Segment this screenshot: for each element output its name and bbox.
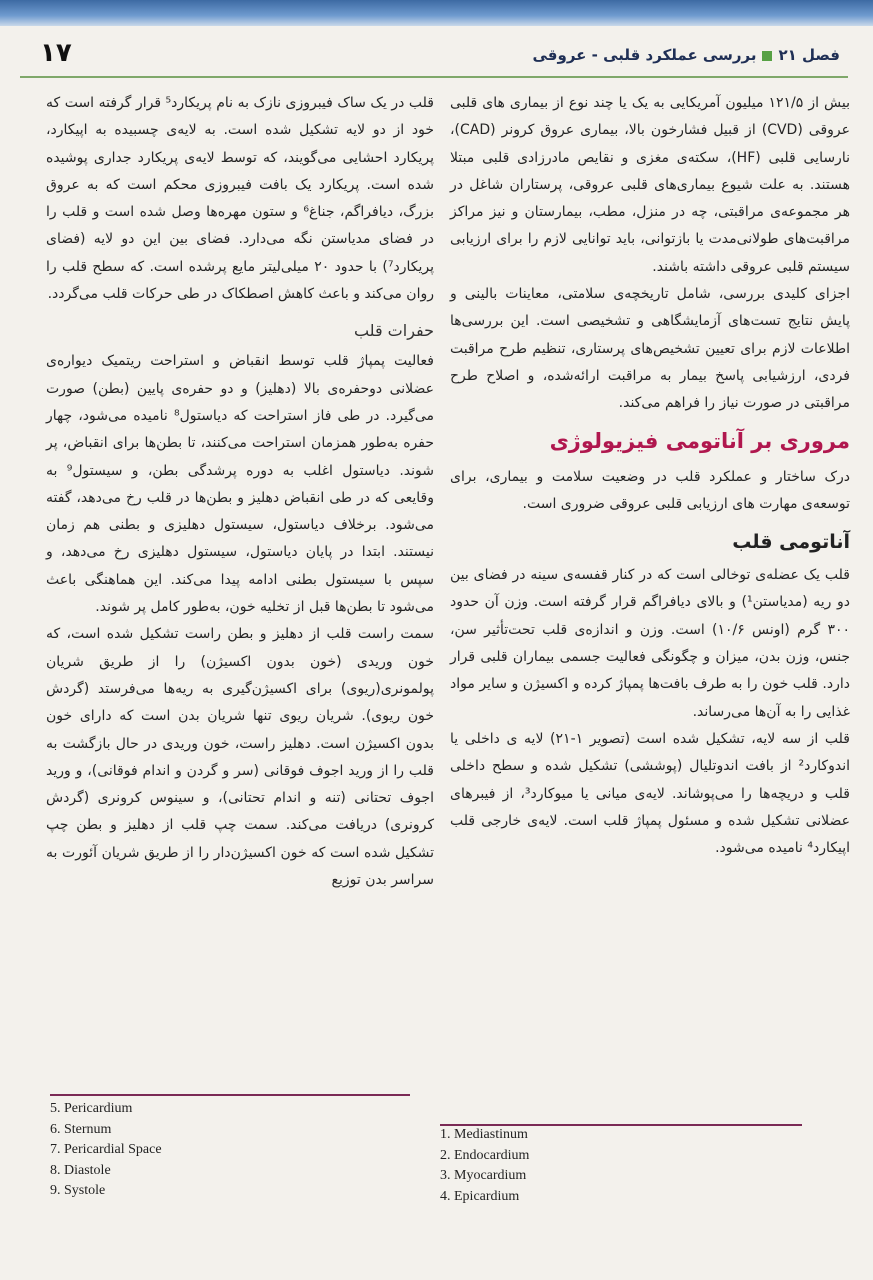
footnote: 6. Sternum (50, 1121, 112, 1137)
chapter-title: بررسی عملکرد قلبی - عروقی (532, 46, 757, 64)
footnotes-left (50, 1099, 162, 1202)
footnote: 3. Myocardium (440, 1168, 527, 1183)
subsection-heading: آناتومی قلب (732, 531, 850, 554)
footnotes-right (440, 1125, 529, 1207)
left-column (46, 90, 434, 894)
page-number: ۱۷ (40, 38, 72, 68)
page-header (20, 34, 848, 78)
footnote: 9. Systole (50, 1183, 106, 1198)
paragraph: سمت راست قلب از دهلیز و بطن راست تشکیل شده است، که خون وریدی (خون بدون اکسیژن) را از طریق شریان پولمونری(ریوی) برای اکسیژن‌گیری به ریه‌ها می‌فرستد (گردش خون ریوی). شریان ریوی تنها شریان بدن است که دارای خون بدون اکسیژن است. دهلیز راست، خون وریدی در حال بازگشت به قلب را از ورید اجوف فوقانی (سر و گردن و اندام فوقانی)، و ورید اجوف تحتانی (تنه و اندام تحتانی)، و سینوس کرونری (گردش کرونری) دریافت می‌کند. سمت چپ قلب از دهلیز و بطن چپ تشکیل شده است که خون اکسیژن‌دار را از طریق شریان آئورت به سراسر بدن توزیع (46, 626, 434, 889)
footnote-rule (50, 1094, 410, 1096)
footnote: 8. Diastole (50, 1162, 111, 1178)
paragraph: قلب یک عضله‌ی توخالی است که در کنار قفسه‌ی سینه در فضای بین دو ریه (مدیاستن¹) و بالای دیافراگم قرار گرفته است. وزن آن حدود ۳۰۰ گرم (اونس ۱۰/۶) است. وزن و اندازه‌ی قلب تحت‌تأثیر سن، جنس، وزن بدن، میزان و چگونگی فعالیت جسمی بیماران قلبی قرار دارد. قلب خون را به طرف بافت‌ها پمپاژ کرده و اکسیژن و سایر مواد غذایی را به آن‌ها می‌رساند. (450, 567, 851, 720)
footnote: 1. Mediastinum (440, 1127, 528, 1142)
footnote: 5. Pericardium (50, 1101, 133, 1116)
subsection-heading: حفرات قلب (353, 321, 434, 341)
header-rule (20, 76, 848, 78)
square-bullet-icon (762, 51, 772, 61)
paragraph: بیش از ۱۲۱/۵ میلیون آمریکایی به یک یا چند نوع از بیماری های قلبی عروقی (CVD) از قبیل فشارخون بالا، بیماری عروق کرونر (CAD)، نارسایی قلبی (HF)، سکته‌ی مغزی و نقایص مادرزادی قلبی مبتلا هستند. به علت شیوع بیماری‌های قلبی عروقی، پرستاران شاغل در هر مجموعه‌ی مراقبتی، چه در منزل، مطب، بیمارستان و نیز مراکز مراقبت‌های طولانی‌مدت یا بازتوانی، باید توانایی لازم را برای ارزیابی سیستم قلبی عروقی داشته باشند. (450, 95, 850, 275)
chapter-label: فصل ۲۱ (778, 46, 840, 64)
paragraph: درک ساختار و عملکرد قلب در وضعیت سلامت و بیماری، برای توسعه‌ی مهارت های ارزیابی قلبی عروقی ضروری است. (450, 468, 850, 512)
paragraph: اجزای کلیدی بررسی، شامل تاریخچه‌ی سلامتی، معاینات بالینی و پایش نتایج تست‌های آزمایشگاهی و تشخیصی است. این بررسی‌ها اطلاعات لازم برای تعیین تشخیص‌های پرستاری، تنظیم طرح مراقبت فردی، ارزشیابی پاسخ بیمار به مراقبت ارائه‌شده، و اصلاح طرح مراقبتی در صورت نیاز را فراهم می‌کند. (450, 286, 850, 412)
footnote: 4. Epicardium (440, 1188, 520, 1204)
section-heading: مروری بر آناتومی فیزیولوژی (549, 428, 850, 453)
footnote: 2. Endocardium (440, 1147, 530, 1163)
paragraph: قلب در یک ساک فیبروزی نازک به نام پریکارد⁵ قرار گرفته است که خود از دو لایه تشکیل شده است. به لایه‌ی چسبیده به اپیکارد، پریکارد احشایی می‌گویند، که توسط لایه‌ی پریکارد جداری پوشیده شده است. پریکارد یک بافت فیبروزی محکم است که به عروق بزرگ، دیافراگم، جناغ⁶ و ستون مهره‌ها وصل شده است و قلب را در فضای مدیاستن نگه می‌دارد. فضای بین این دو لایه (فضای پریکارد⁷) با حدود ۲۰ میلی‌لیتر مایع پرشده است. که سطح قلب را روان می‌کند و باعث کاهش اصطکاک در طی حرکات قلب می‌گردد. (46, 95, 434, 303)
paragraph: قلب از سه لایه، تشکیل شده است (تصویر ۱-۲۱) لایه ی داخلی یا اندوکارد² از بافت اندوتلیال (پوششی) تشکیل شده و سطح داخلی قلب و دریچه‌ها را می‌پوشاند. لایه‌ی میانی یا میوکارد³، از فیبرهای عضلانی تشکیل شده و مسئول پمپاژ قلب است. لایه‌ی خارجی قلب اپیکارد⁴ نامیده می‌شود. (450, 730, 851, 857)
right-column (450, 90, 850, 862)
footnote: 7. Pericardial Space (50, 1142, 162, 1157)
paragraph: فعالیت پمپاژ قلب توسط انقباض و استراحت ریتمیک دیواره‌ی عضلانی دوحفره‌ی بالا (دهلیز) و دو حفره‌ی پایین (بطن) صورت می‌گیرد. در طی فاز استراحت که دیاستول⁸ نامیده می‌شود، چهار حفره به‌طور همزمان استراحت می‌کنند، تا بطن‌ها برای انقباض، پر شوند. دیاستول اغلب به دوره پرشدگی بطن، و سیستول⁹ به وقایعی که در طی انقباض دهلیز و بطن‌ها در قلب رخ می‌دهد، گفته می‌شود. برخلاف دیاستول، سیستول دهلیزی و بطنی هم زمان نیستند. ابتدا در پایان دیاستول، سیستول دهلیزی رخ می‌دهد، و سپس با سیستول بطنی ادامه پیدا می‌کند. این هماهنگی باعث می‌شود تا بطن‌ها قبل از تخلیه خون، به‌طور کامل پر شوند. (46, 353, 435, 616)
top-color-band (0, 0, 873, 26)
running-head (533, 46, 841, 64)
